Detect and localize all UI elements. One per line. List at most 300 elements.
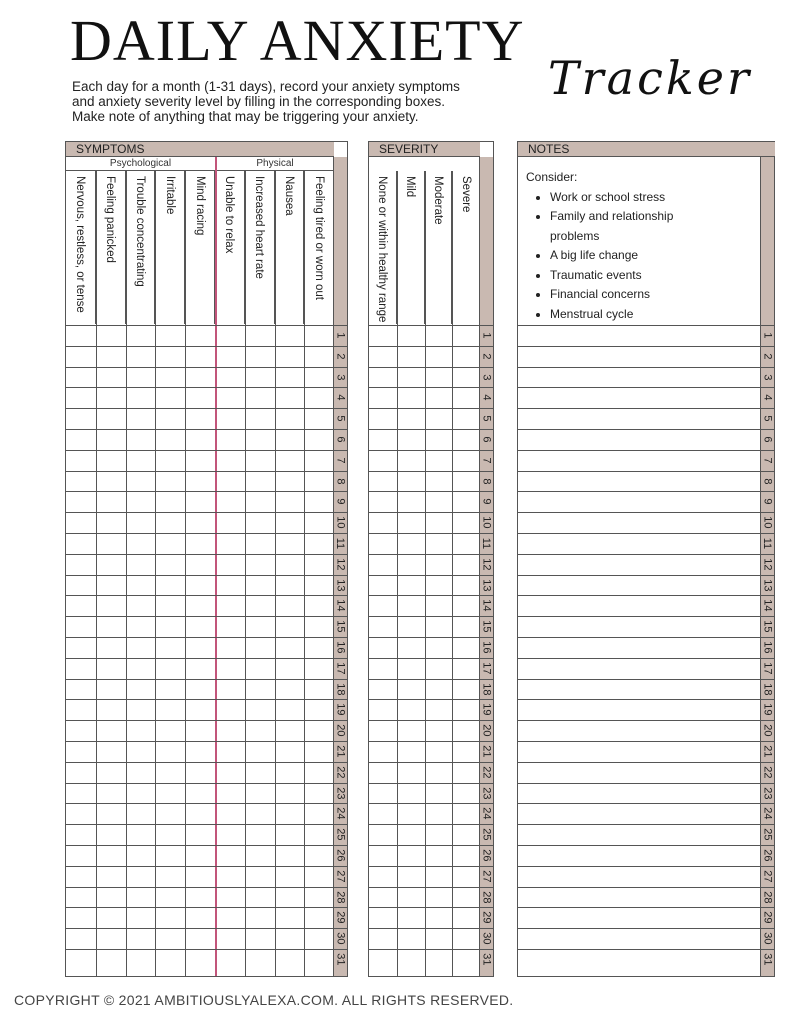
day-row[interactable] — [518, 720, 760, 741]
strip-row-line — [479, 533, 493, 534]
strip-row-line — [760, 699, 774, 700]
day-number — [760, 325, 774, 346]
day-row[interactable] — [518, 429, 760, 450]
strip-row-line — [333, 658, 347, 659]
day-row[interactable] — [518, 845, 760, 866]
strip-row-line — [760, 637, 774, 638]
day-row[interactable] — [369, 720, 479, 741]
day-row[interactable] — [369, 575, 479, 596]
strip-row-line — [479, 450, 493, 451]
day-number — [760, 554, 774, 575]
day-number-text: 17 — [480, 662, 493, 675]
day-row[interactable] — [518, 491, 760, 512]
day-row[interactable] — [369, 637, 479, 658]
notes-prompt — [526, 168, 720, 324]
day-number — [333, 471, 347, 492]
consider-item: • Work or school stress — [550, 188, 720, 208]
day-number-text: 3 — [480, 373, 493, 381]
day-number-text: 31 — [480, 953, 493, 966]
day-number — [333, 616, 347, 637]
day-number — [333, 783, 347, 804]
day-number-text: 27 — [334, 870, 347, 883]
strip-row-line — [333, 575, 347, 576]
day-number-text: 22 — [334, 766, 347, 779]
strip-row-line — [479, 387, 493, 388]
strip-row-line — [479, 616, 493, 617]
day-number — [760, 658, 774, 679]
strip-row-line — [479, 803, 493, 804]
day-row[interactable] — [66, 783, 333, 804]
day-number — [333, 595, 347, 616]
day-row[interactable] — [369, 762, 479, 783]
day-row[interactable] — [66, 450, 333, 471]
strip-row-line — [333, 595, 347, 596]
day-number-text: 31 — [761, 953, 774, 966]
day-number — [760, 387, 774, 408]
day-row[interactable] — [518, 387, 760, 408]
day-number-text: 16 — [761, 641, 774, 654]
day-number-text: 11 — [480, 537, 493, 550]
day-row[interactable] — [66, 346, 333, 367]
day-number-text: 4 — [480, 394, 493, 401]
day-row[interactable] — [66, 471, 333, 492]
day-number-text: 2 — [334, 353, 347, 360]
day-row[interactable] — [518, 533, 760, 554]
instructions-line: Make note of anything that may be triggering your anxiety. — [72, 109, 419, 124]
day-number — [333, 866, 347, 887]
strip-row-line — [333, 741, 347, 742]
day-number-text: 20 — [334, 724, 347, 737]
day-number-text: 21 — [480, 745, 493, 758]
strip-row-line — [333, 512, 347, 513]
day-number — [479, 762, 493, 783]
strip-row-line — [333, 346, 347, 347]
day-number — [479, 783, 493, 804]
day-row[interactable] — [66, 720, 333, 741]
strip-row-line — [479, 907, 493, 908]
column-header — [397, 171, 425, 324]
day-number-text: 19 — [334, 703, 347, 716]
day-row[interactable] — [369, 845, 479, 866]
strip-row-line — [479, 554, 493, 555]
day-number-text: 31 — [334, 953, 347, 966]
day-number-text: 7 — [761, 457, 774, 464]
day-number-text: 29 — [334, 911, 347, 924]
strip-row-line — [333, 554, 347, 555]
day-number-text: 11 — [761, 537, 774, 550]
day-number-text: 30 — [480, 932, 493, 945]
strip-row-line — [333, 533, 347, 534]
day-number — [479, 637, 493, 658]
day-row[interactable] — [369, 949, 479, 970]
column-label: None or within healthy range — [376, 176, 389, 323]
symptoms-header: SYMPTOMS — [66, 142, 334, 157]
strip-row-line — [333, 429, 347, 430]
strip-row-line — [333, 783, 347, 784]
day-row[interactable] — [369, 616, 479, 637]
day-number — [479, 554, 493, 575]
day-number-text: 14 — [480, 599, 493, 612]
instructions-line: and anxiety severity level by filling in the corresponding boxes. — [72, 94, 445, 109]
day-row[interactable] — [518, 346, 760, 367]
day-number-text: 25 — [480, 828, 493, 841]
day-number — [333, 450, 347, 471]
strip-row-line — [760, 803, 774, 804]
day-row[interactable] — [518, 450, 760, 471]
day-number — [333, 575, 347, 596]
day-row[interactable] — [66, 367, 333, 388]
day-number — [333, 824, 347, 845]
strip-row-line — [333, 949, 347, 950]
instructions — [72, 79, 542, 124]
day-number-text: 4 — [334, 394, 347, 401]
day-number — [479, 845, 493, 866]
day-number-text: 18 — [334, 682, 347, 696]
day-row[interactable] — [518, 907, 760, 928]
strip-row-line — [760, 325, 774, 326]
day-row[interactable] — [518, 887, 760, 908]
day-number-text: 17 — [761, 662, 774, 675]
day-row[interactable] — [518, 367, 760, 388]
day-row[interactable] — [369, 554, 479, 575]
day-row[interactable] — [66, 762, 333, 783]
consider-item-text: Family and relationship problems — [550, 209, 674, 243]
day-number-text: 26 — [480, 849, 493, 862]
day-number — [479, 928, 493, 949]
day-row[interactable] — [369, 533, 479, 554]
day-row[interactable] — [369, 699, 479, 720]
day-row[interactable] — [66, 491, 333, 512]
strip-row-line — [760, 346, 774, 347]
column-header — [425, 171, 453, 324]
day-number — [760, 346, 774, 367]
day-number — [333, 533, 347, 554]
day-number-text: 2 — [480, 353, 493, 360]
day-number — [333, 408, 347, 429]
day-number — [479, 491, 493, 512]
consider-item: • A big life change — [550, 246, 720, 266]
day-number — [760, 637, 774, 658]
column-header — [369, 171, 397, 324]
day-number-text: 27 — [761, 870, 774, 883]
day-row[interactable] — [66, 533, 333, 554]
day-number-text: 13 — [334, 578, 347, 592]
day-row[interactable] — [518, 679, 760, 700]
day-row[interactable] — [66, 387, 333, 408]
strip-row-line — [760, 408, 774, 409]
strip-row-line — [760, 679, 774, 680]
day-number-text: 12 — [480, 558, 493, 571]
day-number — [479, 616, 493, 637]
strip-row-line — [479, 866, 493, 867]
strip-row-line — [760, 762, 774, 763]
day-number — [479, 471, 493, 492]
day-row[interactable] — [369, 907, 479, 928]
physical-subheader: Physical — [216, 157, 334, 171]
day-number — [479, 429, 493, 450]
day-number — [479, 907, 493, 928]
day-number — [333, 949, 347, 970]
day-row[interactable] — [369, 803, 479, 824]
day-number — [760, 575, 774, 596]
day-number — [760, 928, 774, 949]
day-number-text: 9 — [480, 498, 493, 505]
strip-row-line — [333, 450, 347, 451]
day-row[interactable] — [66, 429, 333, 450]
day-number — [333, 762, 347, 783]
strip-row-line — [333, 907, 347, 908]
day-number-text: 28 — [761, 890, 774, 904]
day-number-text: 8 — [761, 477, 774, 485]
day-row[interactable] — [369, 367, 479, 388]
column-label: Increased heart rate — [253, 176, 266, 279]
strip-row-line — [760, 387, 774, 388]
day-number-text: 1 — [480, 332, 493, 339]
symptoms-panel — [65, 141, 348, 977]
day-row[interactable] — [66, 741, 333, 762]
day-row[interactable] — [66, 949, 333, 970]
day-number — [479, 658, 493, 679]
strip-row-line — [760, 367, 774, 368]
day-row[interactable] — [369, 346, 479, 367]
day-number-text: 23 — [480, 786, 493, 800]
day-number — [479, 824, 493, 845]
column-label: Nervous, restless, or tense — [74, 176, 87, 313]
day-row[interactable] — [518, 637, 760, 658]
day-row[interactable] — [369, 928, 479, 949]
day-row[interactable] — [518, 408, 760, 429]
day-number — [479, 595, 493, 616]
day-number — [479, 949, 493, 970]
day-number — [479, 741, 493, 762]
day-row[interactable] — [518, 783, 760, 804]
day-number — [333, 699, 347, 720]
column-header — [126, 171, 156, 324]
strip-row-line — [760, 866, 774, 867]
strip-row-line — [479, 346, 493, 347]
day-number-text: 27 — [480, 870, 493, 883]
day-row[interactable] — [66, 616, 333, 637]
strip-row-line — [479, 845, 493, 846]
day-number-text: 9 — [761, 498, 774, 505]
strip-row-line — [333, 387, 347, 388]
day-row[interactable] — [518, 575, 760, 596]
day-number — [760, 907, 774, 928]
day-number-text: 19 — [761, 703, 774, 716]
day-number — [760, 595, 774, 616]
day-number-text: 16 — [480, 641, 493, 654]
strip-row-line — [479, 575, 493, 576]
day-number — [479, 367, 493, 388]
strip-row-line — [760, 658, 774, 659]
day-row[interactable] — [66, 699, 333, 720]
day-row[interactable] — [66, 554, 333, 575]
day-row[interactable] — [518, 928, 760, 949]
strip-row-line — [760, 595, 774, 596]
day-row[interactable] — [66, 928, 333, 949]
column-label: Trouble concentrating — [133, 176, 146, 287]
day-row[interactable] — [518, 595, 760, 616]
day-row[interactable] — [518, 658, 760, 679]
day-row[interactable] — [66, 824, 333, 845]
day-row[interactable] — [369, 887, 479, 908]
day-number-text: 2 — [761, 353, 774, 360]
day-row[interactable] — [518, 699, 760, 720]
day-number-text: 21 — [334, 745, 347, 758]
page-title: DAILY ANXIETY — [70, 8, 525, 73]
day-number-text: 10 — [334, 516, 347, 529]
strip-row-line — [333, 471, 347, 472]
day-row[interactable] — [518, 325, 760, 346]
day-row[interactable] — [66, 907, 333, 928]
day-row[interactable] — [66, 637, 333, 658]
day-number-text: 3 — [334, 373, 347, 381]
day-number — [760, 887, 774, 908]
day-number-text: 6 — [480, 436, 493, 443]
day-number — [760, 533, 774, 554]
day-row[interactable] — [66, 325, 333, 346]
day-number — [333, 325, 347, 346]
day-row[interactable] — [369, 783, 479, 804]
day-number-text: 7 — [480, 457, 493, 464]
day-number-text: 20 — [480, 724, 493, 737]
strip-row-line — [333, 679, 347, 680]
day-row[interactable] — [369, 408, 479, 429]
day-row[interactable] — [369, 387, 479, 408]
column-header — [155, 171, 185, 324]
day-row[interactable] — [369, 429, 479, 450]
day-row[interactable] — [369, 679, 479, 700]
day-number-text: 13 — [761, 578, 774, 592]
consider-item: • Traumatic events — [550, 266, 720, 286]
strip-row-line — [333, 491, 347, 492]
strip-row-line — [479, 679, 493, 680]
day-number-text: 26 — [334, 849, 347, 862]
day-row[interactable] — [518, 949, 760, 970]
day-number — [760, 471, 774, 492]
day-row[interactable] — [518, 554, 760, 575]
day-row[interactable] — [369, 866, 479, 887]
day-number — [760, 845, 774, 866]
day-number — [333, 741, 347, 762]
day-row[interactable] — [518, 616, 760, 637]
strip-row-line — [760, 928, 774, 929]
strip-row-line — [479, 720, 493, 721]
day-number-text: 13 — [480, 578, 493, 592]
day-number-text: 29 — [761, 911, 774, 924]
day-row[interactable] — [66, 679, 333, 700]
copyright-footer: COPYRIGHT © 2021 AMBITIOUSLYALEXA.COM. ALL RIGHTS RESERVED. — [14, 992, 514, 1008]
day-number — [760, 866, 774, 887]
day-number-text: 24 — [334, 807, 347, 820]
strip-row-line — [760, 824, 774, 825]
day-number-text: 5 — [334, 415, 347, 422]
day-number-text: 5 — [761, 415, 774, 422]
day-row[interactable] — [518, 471, 760, 492]
day-number — [479, 408, 493, 429]
day-row[interactable] — [369, 512, 479, 533]
strip-row-line — [760, 949, 774, 950]
day-number — [333, 491, 347, 512]
day-number — [760, 949, 774, 970]
day-number-text: 10 — [761, 516, 774, 529]
day-number — [760, 783, 774, 804]
day-row[interactable] — [66, 866, 333, 887]
strip-row-line — [333, 887, 347, 888]
day-row[interactable] — [518, 512, 760, 533]
day-row[interactable] — [518, 824, 760, 845]
day-row[interactable] — [369, 450, 479, 471]
strip-row-line — [333, 699, 347, 700]
day-row[interactable] — [66, 658, 333, 679]
day-number — [479, 387, 493, 408]
day-row[interactable] — [66, 887, 333, 908]
strip-row-line — [479, 637, 493, 638]
day-number-text: 11 — [334, 537, 347, 550]
column-label: Mind racing — [193, 176, 206, 236]
day-row[interactable] — [518, 866, 760, 887]
day-row[interactable] — [66, 595, 333, 616]
day-number — [333, 346, 347, 367]
day-number-text: 8 — [480, 477, 493, 485]
page-subtitle-script: Tracker — [548, 51, 752, 105]
strip-row-line — [333, 803, 347, 804]
strip-row-line — [760, 554, 774, 555]
day-row[interactable] — [66, 512, 333, 533]
severity-panel — [368, 141, 494, 977]
day-number-text: 16 — [334, 641, 347, 654]
day-row[interactable] — [66, 803, 333, 824]
day-row[interactable] — [369, 325, 479, 346]
day-row[interactable] — [518, 803, 760, 824]
column-header — [245, 171, 275, 324]
day-row[interactable] — [66, 575, 333, 596]
day-row[interactable] — [518, 741, 760, 762]
column-header — [96, 171, 126, 324]
day-number-text: 24 — [480, 807, 493, 820]
day-row[interactable] — [369, 471, 479, 492]
day-number — [760, 408, 774, 429]
column-label: Feeling tired or worn out — [312, 176, 325, 301]
day-number-text: 21 — [761, 745, 774, 758]
day-number — [760, 803, 774, 824]
strip-row-line — [760, 575, 774, 576]
day-row[interactable] — [369, 491, 479, 512]
day-row[interactable] — [369, 595, 479, 616]
day-row[interactable] — [66, 845, 333, 866]
day-row[interactable] — [369, 741, 479, 762]
strip-row-line — [760, 429, 774, 430]
day-row[interactable] — [66, 408, 333, 429]
day-number-text: 25 — [334, 828, 347, 841]
day-row[interactable] — [369, 824, 479, 845]
day-number-text: 23 — [334, 786, 347, 800]
day-number — [760, 367, 774, 388]
strip-row-line — [333, 616, 347, 617]
day-number-text: 1 — [761, 332, 774, 339]
day-number-text: 24 — [761, 807, 774, 820]
day-number-text: 26 — [761, 849, 774, 862]
day-number-text: 5 — [480, 415, 493, 422]
day-number — [479, 699, 493, 720]
day-row[interactable] — [369, 658, 479, 679]
psychological-subheader: Psychological — [66, 157, 216, 171]
day-number-text: 1 — [334, 332, 347, 339]
day-number — [333, 658, 347, 679]
day-number-text: 7 — [334, 457, 347, 464]
day-number — [479, 720, 493, 741]
day-row[interactable] — [518, 762, 760, 783]
